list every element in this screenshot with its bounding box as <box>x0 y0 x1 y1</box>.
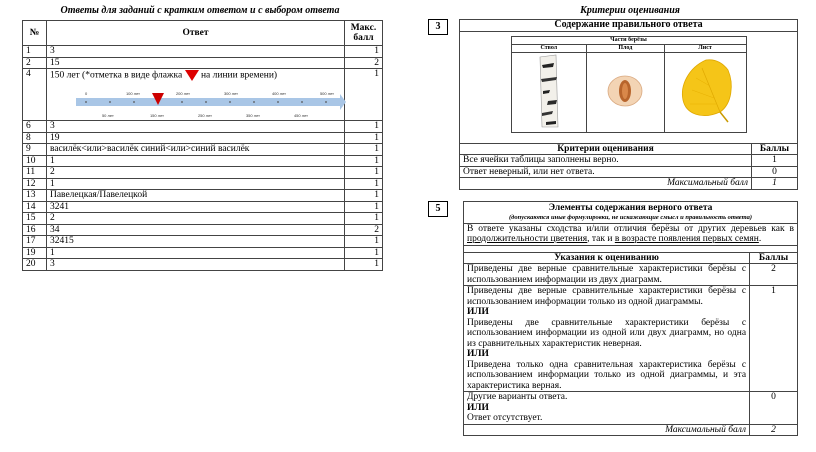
flag-icon <box>185 70 199 81</box>
task5-max-label: Максимальный балл <box>464 424 750 436</box>
timeline-answer-cell: 150 лет (*отметка в виде флажка на линии времени) 0 100 лет 200 лет 300 лет 400 лет 500 лет 50 лет 150 лет 250 лет 350 лет 450 лет <box>46 69 344 121</box>
table-row: 14 3241 1 <box>23 201 383 213</box>
col-max-header: Макс. балл <box>345 21 383 46</box>
table-row: 6 3 1 <box>23 121 383 133</box>
table-row: 10 1 1 <box>23 155 383 167</box>
col-answer-header: Ответ <box>46 21 344 46</box>
trunk-image <box>511 52 587 133</box>
col-trunk: Ствол <box>511 44 587 52</box>
task5-header: Элементы содержания верного ответа (допускаются иные формулировки, не искажающие смысл и правильность ответа) <box>464 202 798 224</box>
birch-parts-header: Части берёзы <box>511 36 746 44</box>
col-fruit: Плод <box>587 44 665 52</box>
leaf-image <box>664 52 746 133</box>
table-row: 15 2 1 <box>23 213 383 225</box>
task3-max-label: Максимальный балл <box>460 178 752 190</box>
task3-table <box>459 19 798 190</box>
table-row: Приведены две верные сравнительные характеристики берёзы с использованием информации из двух диаграмм. 2 <box>464 264 798 286</box>
task3-max-value: 1 <box>752 178 798 190</box>
table-row: 20 3 1 <box>23 259 383 271</box>
task3-points-header: Баллы <box>752 143 798 155</box>
task-number-5: 5 <box>428 201 448 217</box>
col-leaf: Лист <box>664 44 746 52</box>
task5-points-header: Баллы <box>750 252 798 264</box>
table-row: 9 василёк<или>василёк синий<или>синий василёк 1 <box>23 144 383 156</box>
table-row <box>460 178 798 190</box>
table-row: 19 1 1 <box>23 247 383 259</box>
task3-criteria-header: Критерии оценивания <box>460 143 752 155</box>
table-row: Другие варианты ответа. ИЛИ Ответ отсутствует. 0 <box>464 392 798 425</box>
table-row: Все ячейки таблицы заполнены верно. 1 <box>460 155 798 167</box>
timeline: 0 100 лет 200 лет 300 лет 400 лет 500 лет 50 лет 150 лет 250 лет 350 лет 450 лет <box>50 81 341 119</box>
table-row: 17 32415 1 <box>23 236 383 248</box>
answers-table <box>22 20 383 271</box>
col-no-header: № <box>23 21 47 46</box>
table-row: 13 Павелецкая/Павелецкой 1 <box>23 190 383 202</box>
task3-header: Содержание правильного ответа <box>460 20 798 32</box>
task5-table <box>463 201 798 436</box>
fruit-image <box>587 52 665 133</box>
birch-parts-table <box>511 36 747 134</box>
task-number-3: 3 <box>428 19 448 35</box>
table-row: 2 15 2 <box>23 57 383 69</box>
task5-max-value: 2 <box>750 424 798 436</box>
table-row: 16 34 2 <box>23 224 383 236</box>
table-row: 1 3 1 <box>23 46 383 58</box>
table-row: Приведены две верные сравнительные характеристики берёзы с использованием информации только из одной диаграммы. ИЛИ Приведены две сравнительные характеристики берёзы с использованием информации из одной или двух диаграмм, но одна из сравнительных характеристик неверная. ИЛИ Приведена только одна сравнительная характеристика берёзы с использованием информации только из одной диаграммы, и эта характеристика верная. 1 <box>464 286 798 392</box>
table-row: Ответ неверный, или нет ответа. 0 <box>460 166 798 178</box>
table-row: 12 1 1 <box>23 178 383 190</box>
task5-answer: В ответе указаны сходства и/или отличия берёзы от других деревьев как в продолжительности цветения, так и в возрасте появления первых семян. <box>464 223 798 245</box>
table-row: 4 150 лет (*отметка в виде флажка на линии времени) 0 100 лет 200 лет 300 лет 400 лет 500 лет 50 лет 150 лет 250 лет 350 лет 450 лет 1 <box>23 69 383 121</box>
birch-parts-cell <box>460 31 798 143</box>
task5-indications-header: Указания к оцениванию <box>464 252 750 264</box>
right-title: Критерии оценивания <box>580 5 680 16</box>
table-row <box>464 424 798 436</box>
left-title: Ответы для заданий с кратким ответом и с выбором ответа <box>60 5 340 16</box>
table-row: 8 19 1 <box>23 132 383 144</box>
table-row: 11 2 1 <box>23 167 383 179</box>
